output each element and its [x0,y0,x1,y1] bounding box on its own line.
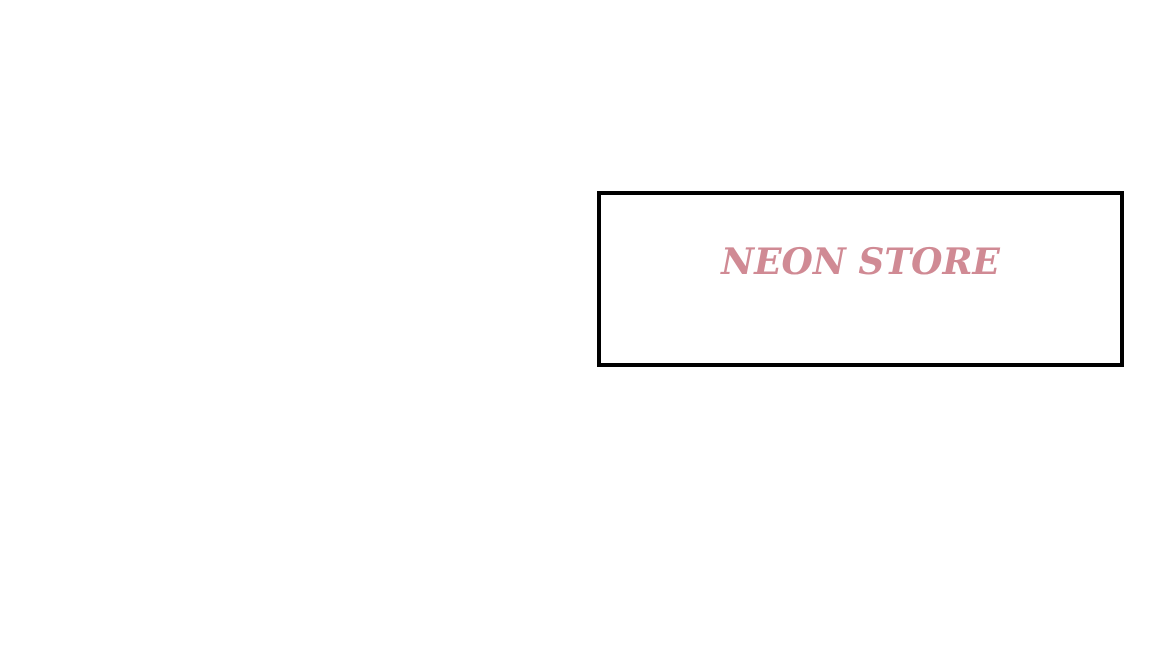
store-logo-frame [597,191,1124,367]
store-logo-text: NEON STORE [721,241,1000,283]
